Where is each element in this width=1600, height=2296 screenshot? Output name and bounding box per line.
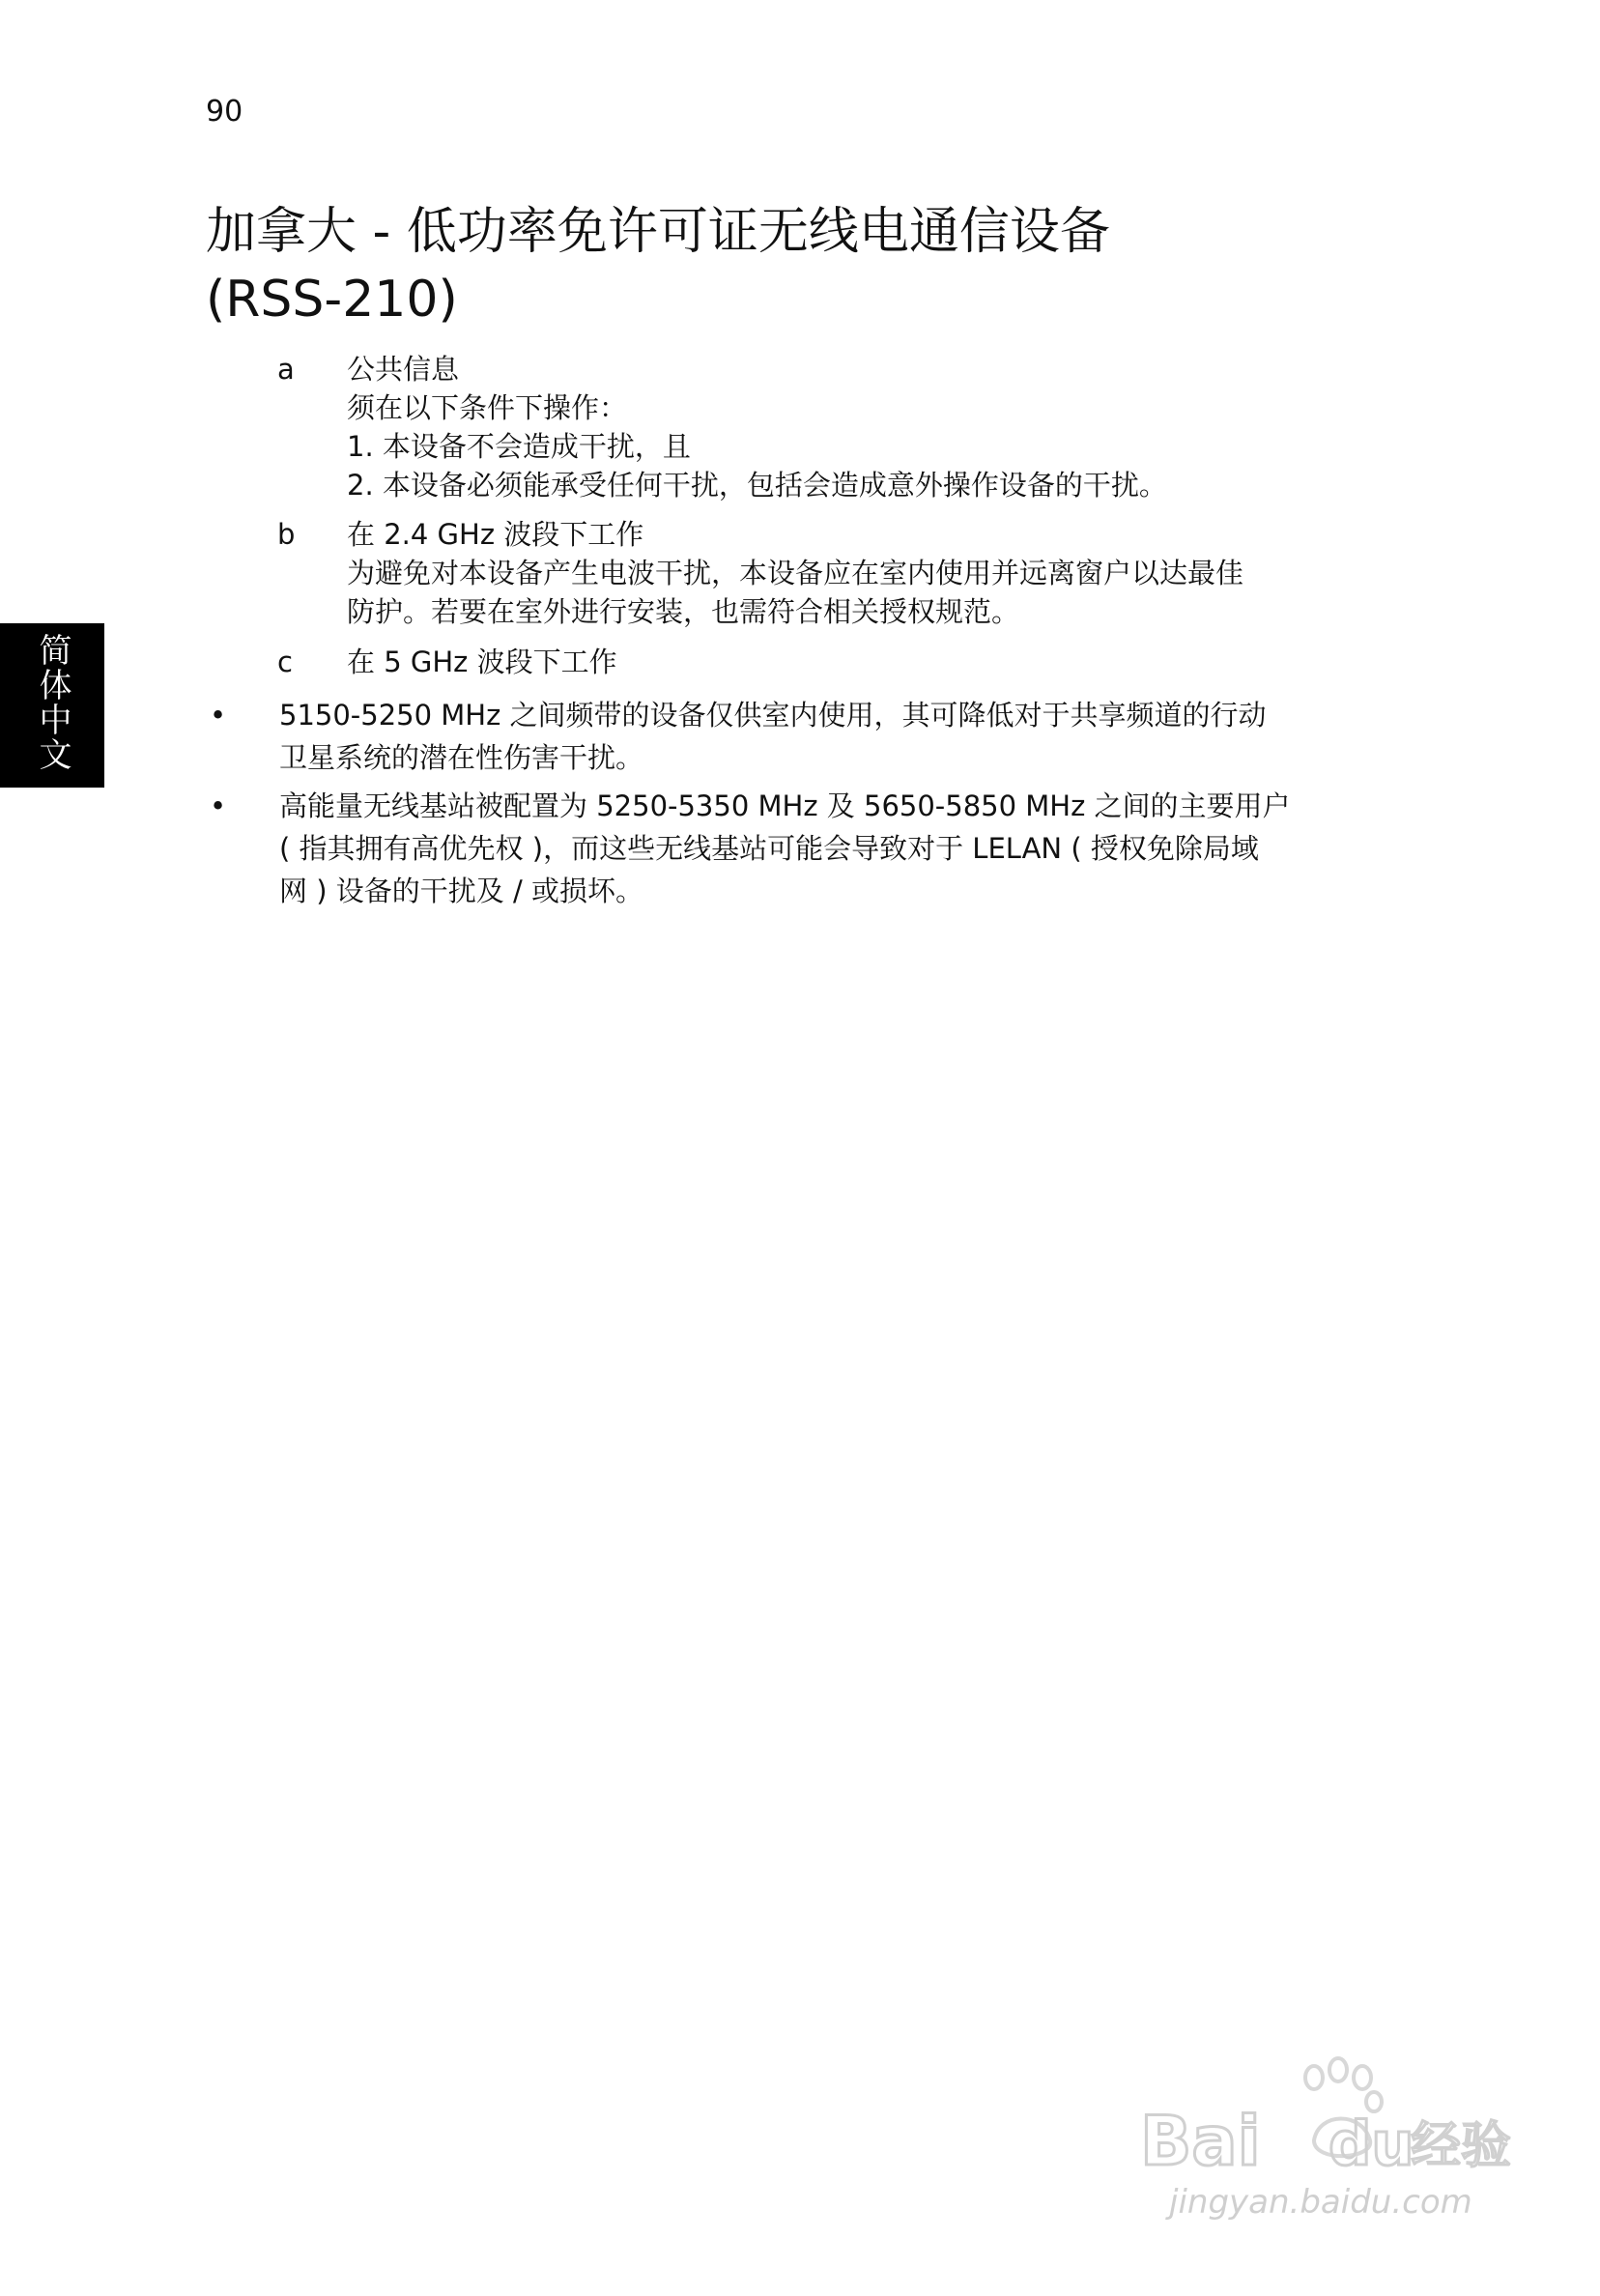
title-line: 加拿大 - 低功率免许可证无线电通信设备: [206, 203, 1110, 261]
item-marker: a: [277, 353, 295, 386]
language-side-tab: [0, 623, 104, 788]
bullet-line: 网 ) 设备的干扰及 / 或损坏。: [279, 875, 643, 907]
side-tab-label: 简体中文: [33, 633, 71, 772]
svg-text:经验: 经验: [1411, 2117, 1512, 2175]
page-title: [206, 198, 1110, 333]
item-line: 在 5 GHz 波段下工作: [347, 646, 617, 678]
bullet-icon: •: [210, 789, 227, 822]
item-line: 须在以下条件下操作：: [347, 391, 628, 424]
baidu-watermark-logo: [1130, 2049, 1517, 2242]
bullet-line: 卫星系统的潜在性伤害干扰。: [279, 741, 644, 774]
bullet-body: [279, 785, 1342, 912]
item-body: [347, 515, 1410, 631]
svg-text:Bai: Bai: [1140, 2102, 1261, 2181]
page-number: 90: [206, 95, 243, 129]
item-line: 2. 本设备必须能承受任何干扰，包括会造成意外操作设备的干扰。: [347, 469, 1167, 502]
item-line: 为避免对本设备产生电波干扰，本设备应在室内使用并远离窗户以达最佳: [347, 557, 1244, 589]
bullet-line: ( 指其拥有高优先权 )，而这些无线基站可能会导致对于 LELAN ( 授权免除局域: [279, 832, 1259, 865]
svg-text:jingyan.baidu.com: jingyan.baidu.com: [1169, 2183, 1472, 2222]
item-line: 1. 本设备不会造成干扰，且: [347, 430, 691, 463]
svg-text:du: du: [1329, 2109, 1414, 2179]
item-body: [347, 350, 1410, 504]
item-marker: c: [277, 646, 293, 678]
item-line: 公共信息: [347, 353, 460, 386]
item-body: [347, 643, 1410, 681]
item-line: 在 2.4 GHz 波段下工作: [347, 518, 644, 551]
item-line: 防护。若要在室外进行安装，也需符合相关授权规范。: [347, 595, 1020, 628]
bullet-line: 5150-5250 MHz 之间频带的设备仅供室内使用，其可降低对于共享频道的行动: [279, 699, 1267, 732]
item-marker: b: [277, 518, 296, 551]
bullet-line: 高能量无线基站被配置为 5250-5350 MHz 及 5650-5850 MHz 之间的主要用户: [279, 789, 1291, 822]
bullet-icon: •: [210, 699, 227, 732]
bullet-body: [279, 694, 1342, 779]
title-line: (RSS-210): [206, 271, 458, 329]
